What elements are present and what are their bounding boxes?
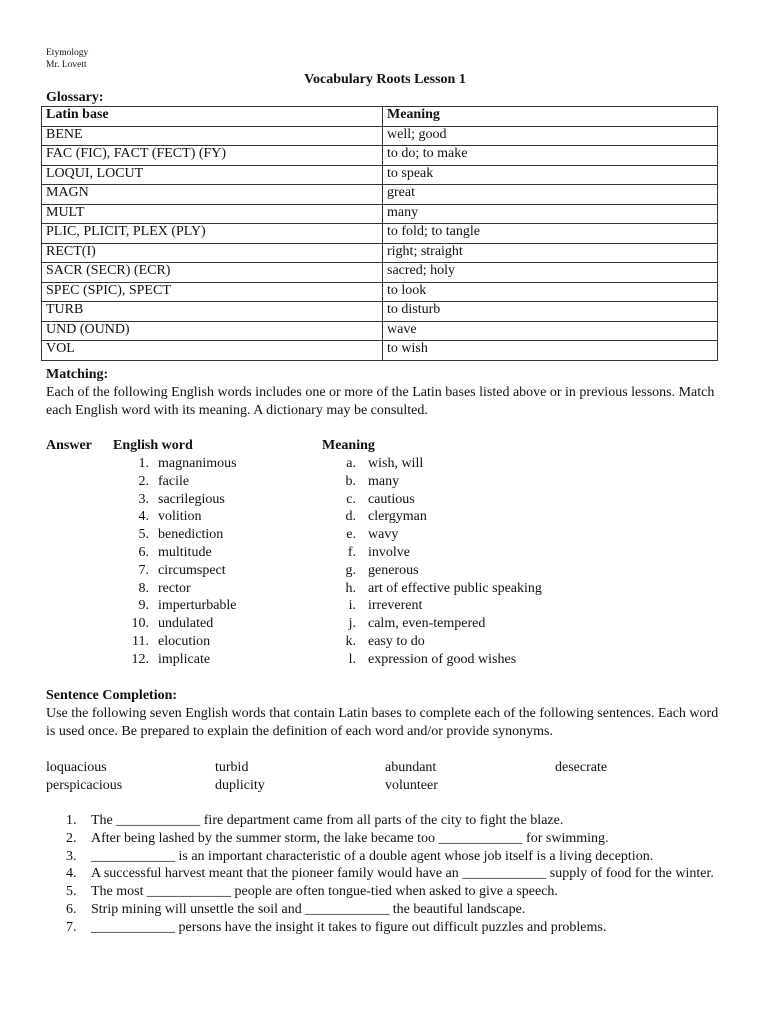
- list-item: [128, 633, 237, 651]
- list-item: [128, 580, 237, 598]
- list-item: [128, 562, 237, 580]
- base-meaning: to speak: [383, 165, 718, 185]
- list-item: [128, 473, 237, 491]
- latin-base: MAGN: [42, 185, 383, 205]
- meaning-text: wish, will: [368, 456, 424, 471]
- meaning-text: generous: [368, 562, 419, 578]
- item-letter: b.: [345, 473, 356, 489]
- matching-instructions: Each of the following English words includes one or more of the Latin bases listed above or in previous lessons. Match each English word with its meaning. A dictionary may be consulted.: [46, 385, 715, 418]
- latin-base: FAC (FIC), FACT (FECT) (FY): [42, 146, 383, 166]
- sentence-text: The ____________ fire department came from all parts of the city to fight the blaze.: [91, 813, 564, 828]
- glossary-row: [42, 126, 718, 146]
- item-number: 9.: [138, 598, 149, 614]
- sentence-text: ____________ persons have the insight it takes to figure out difficult puzzles and problems.: [91, 919, 607, 935]
- glossary-row: [42, 165, 718, 185]
- item-number: 12.: [131, 651, 149, 667]
- list-item: [128, 651, 237, 669]
- glossary-heading: Glossary:: [46, 90, 104, 105]
- item-number: 3.: [138, 491, 149, 507]
- word-bank-item: turbid: [215, 760, 249, 775]
- latin-base: LOQUI, LOCUT: [42, 165, 383, 185]
- glossary-row: [42, 263, 718, 283]
- matching-section: [46, 366, 736, 420]
- sentence-number: 1.: [66, 813, 77, 828]
- list-item: [340, 633, 542, 651]
- item-letter: c.: [346, 491, 356, 507]
- english-word: sacrilegious: [158, 491, 225, 507]
- base-meaning: to look: [383, 282, 718, 302]
- glossary-table: [41, 106, 718, 361]
- list-item: [340, 491, 542, 509]
- sentence-text: A successful harvest meant that the pioneer family would have an ____________ supply of food for the winter.: [91, 866, 714, 882]
- answer-column-heading: Answer: [46, 438, 92, 453]
- column-header-meaning: Meaning: [383, 107, 718, 127]
- list-item: [66, 812, 726, 830]
- sentence-number: 2.: [66, 830, 77, 846]
- latin-base: UND (OUND): [42, 321, 383, 341]
- latin-base: BENE: [42, 126, 383, 146]
- item-number: 6.: [138, 544, 149, 560]
- sentence-text: Strip mining will unsettle the soil and ____________ the beautiful landscape.: [91, 901, 526, 917]
- meaning-text: clergyman: [368, 509, 427, 525]
- latin-base: SACR (SECR) (ECR): [42, 263, 383, 283]
- list-item: [128, 615, 237, 633]
- sentence-text: After being lashed by the summer storm, the lake became too ____________ for swimming.: [91, 830, 609, 846]
- english-word: imperturbable: [158, 598, 237, 614]
- english-word: implicate: [158, 651, 211, 667]
- glossary-row: [42, 185, 718, 205]
- list-item: [128, 455, 237, 473]
- word-bank-item: duplicity: [215, 778, 265, 793]
- sentence-list: [66, 812, 726, 937]
- item-letter: j.: [348, 616, 356, 632]
- glossary-row: [42, 302, 718, 322]
- page-title: Vocabulary Roots Lesson 1: [304, 72, 466, 87]
- list-item: [340, 544, 542, 562]
- list-item: [66, 830, 726, 848]
- latin-base: TURB: [42, 302, 383, 322]
- meaning-text: wavy: [368, 527, 399, 543]
- english-word: volition: [158, 509, 202, 525]
- list-item: [128, 491, 237, 509]
- item-number: 10.: [131, 616, 149, 632]
- list-item: [66, 883, 726, 901]
- english-word: multitude: [158, 544, 212, 560]
- base-meaning: to wish: [383, 341, 718, 361]
- glossary-row: [42, 224, 718, 244]
- list-item: [340, 651, 542, 669]
- meaning-list: [340, 455, 542, 669]
- completion-heading: Sentence Completion:: [46, 688, 178, 703]
- glossary-row: [42, 341, 718, 361]
- list-item: [128, 597, 237, 615]
- item-number: 7.: [138, 562, 149, 578]
- word-bank-column-1: [46, 759, 122, 795]
- matching-heading: Matching:: [46, 367, 109, 382]
- meaning-text: irreverent: [368, 598, 423, 614]
- meaning-text: easy to do: [368, 633, 425, 649]
- latin-base: SPEC (SPIC), SPECT: [42, 282, 383, 302]
- meaning-heading: Meaning: [322, 438, 375, 453]
- list-item: [340, 473, 542, 491]
- base-meaning: to do; to make: [383, 146, 718, 166]
- latin-base: MULT: [42, 204, 383, 224]
- item-letter: f.: [347, 544, 356, 560]
- word-bank-item: volunteer: [385, 778, 438, 793]
- item-letter: i.: [348, 598, 356, 614]
- item-letter: e.: [346, 527, 356, 543]
- sentence-number: 5.: [66, 884, 77, 900]
- completion-instructions: Use the following seven English words that contain Latin bases to complete each of the following sentences. Each word is used once. Be prepared to explain the definition of each word and/or provide synonyms.: [46, 706, 719, 739]
- list-item: [340, 508, 542, 526]
- word-bank-column-4: [555, 759, 607, 777]
- glossary-row: [42, 204, 718, 224]
- english-word-list: [128, 455, 237, 669]
- base-meaning: many: [383, 204, 718, 224]
- meaning-text: cautious: [368, 491, 415, 507]
- list-item: [66, 919, 726, 937]
- base-meaning: to disturb: [383, 302, 718, 322]
- meaning-text: many: [368, 473, 400, 489]
- word-bank-column-2: [215, 759, 265, 795]
- sentence-number: 7.: [66, 919, 77, 935]
- latin-base: PLIC, PLICIT, PLEX (PLY): [42, 224, 383, 244]
- sentence-number: 4.: [66, 866, 77, 882]
- list-item: [128, 544, 237, 562]
- meaning-text: involve: [368, 544, 410, 560]
- list-item: [340, 597, 542, 615]
- glossary-row: [42, 243, 718, 263]
- base-meaning: to fold; to tangle: [383, 224, 718, 244]
- list-item: [66, 848, 726, 866]
- word-bank-item: perspicacious: [46, 778, 123, 793]
- item-letter: h.: [345, 580, 356, 596]
- item-letter: k.: [345, 633, 356, 649]
- latin-base: VOL: [42, 341, 383, 361]
- list-item: [66, 901, 726, 919]
- item-number: 5.: [138, 527, 149, 543]
- glossary-row: [42, 321, 718, 341]
- word-bank-item: desecrate: [555, 760, 608, 775]
- english-word: rector: [158, 580, 191, 596]
- meaning-text: expression of good wishes: [368, 651, 517, 667]
- sentence-number: 6.: [66, 901, 77, 917]
- glossary-header-row: [42, 107, 718, 127]
- english-word: elocution: [158, 633, 211, 649]
- sentence-text: ____________ is an important characteristic of a double agent whose job itself is a living deception.: [91, 848, 654, 864]
- item-letter: l.: [348, 651, 356, 667]
- english-word: magnanimous: [158, 456, 237, 471]
- list-item: [66, 865, 726, 883]
- list-item: [128, 526, 237, 544]
- glossary-row: [42, 282, 718, 302]
- english-word: benediction: [158, 527, 224, 543]
- course-name: Etymology: [46, 48, 89, 58]
- item-number: 2.: [138, 473, 149, 489]
- base-meaning: well; good: [383, 126, 718, 146]
- item-letter: g.: [345, 562, 356, 578]
- page-header: [46, 47, 88, 71]
- list-item: [340, 580, 542, 598]
- english-word: circumspect: [158, 562, 226, 578]
- list-item: [340, 526, 542, 544]
- item-number: 8.: [138, 580, 149, 596]
- sentence-text: The most ____________ people are often tongue-tied when asked to give a speech.: [91, 884, 558, 900]
- base-meaning: sacred; holy: [383, 263, 718, 283]
- item-number: 4.: [138, 509, 149, 525]
- completion-section: [46, 687, 726, 741]
- list-item: [128, 508, 237, 526]
- word-bank-item: abundant: [385, 760, 437, 775]
- list-item: [340, 562, 542, 580]
- list-item: [340, 615, 542, 633]
- base-meaning: right; straight: [383, 243, 718, 263]
- meaning-text: calm, even-tempered: [368, 616, 486, 632]
- item-letter: d.: [345, 509, 356, 525]
- sentence-number: 3.: [66, 848, 77, 864]
- english-word-heading: English word: [113, 438, 193, 453]
- list-item: [340, 455, 542, 473]
- latin-base: RECT(I): [42, 243, 383, 263]
- teacher-name: Mr. Lovett: [46, 60, 87, 70]
- base-meaning: wave: [383, 321, 718, 341]
- word-bank-column-3: [385, 759, 438, 795]
- word-bank-item: loquacious: [46, 760, 107, 775]
- item-number: 1.: [138, 456, 149, 471]
- english-word: undulated: [158, 616, 214, 632]
- meaning-text: art of effective public speaking: [368, 580, 542, 596]
- base-meaning: great: [383, 185, 718, 205]
- column-header-latin-base: Latin base: [42, 107, 383, 127]
- item-number: 11.: [132, 633, 149, 649]
- glossary-row: [42, 146, 718, 166]
- item-letter: a.: [346, 456, 356, 471]
- english-word: facile: [158, 473, 190, 489]
